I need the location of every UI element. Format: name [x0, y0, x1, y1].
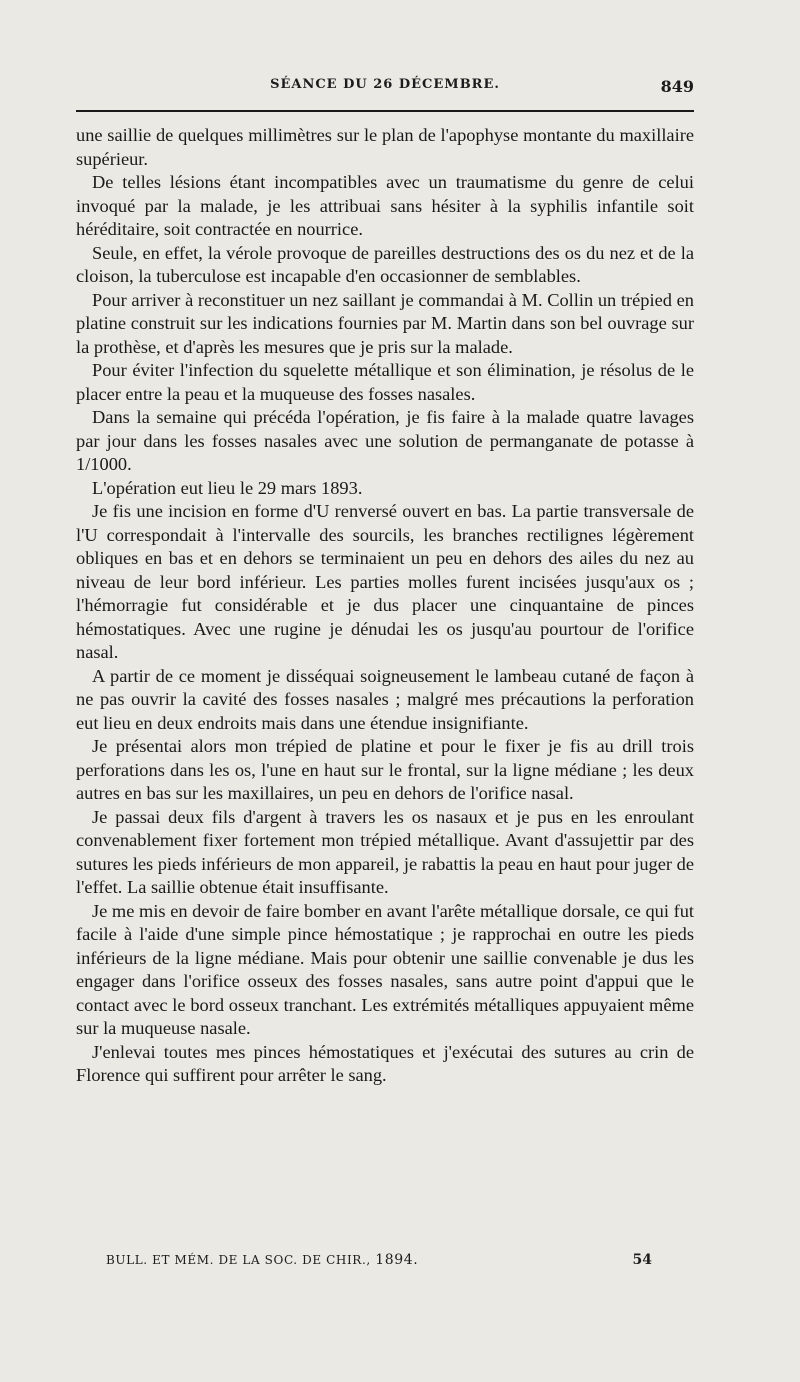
paragraph: Pour arriver à reconstituer un nez saillant je commandai à M. Collin un trépied en platine construit sur les indications fournies par M. Martin dans son bel ouvrage sur la prothèse, et d'après les mesures que je pris sur la malade. [76, 289, 694, 357]
paragraph-continuation: une saillie de quelques millimètres sur le plan de l'apophyse montante du maxillaire supérieur. [76, 125, 694, 169]
paragraph: Je présentai alors mon trépied de platine et pour le fixer je fis au drill trois perforations dans les os, l'une en haut sur le frontal, sur la ligne médiane ; les deux autres en bas sur les maxillaires, un peu en dehors de l'orifice nasal. [76, 736, 694, 803]
citation-year: 1894. [375, 1252, 419, 1268]
paragraph: Pour éviter l'infection du squelette métallique et son élimination, je résolus de le placer entre la peau et la muqueuse des fosses nasales. [76, 360, 694, 404]
header-rule [76, 110, 694, 112]
paragraph: De telles lésions étant incompatibles avec un traumatisme du genre de celui invoqué par la malade, je les attribuai sans hésiter à la syphilis infantile soit héréditaire, soit contractée en nourrice. [76, 172, 694, 239]
signature-mark: 54 [632, 1252, 652, 1268]
page-number: 849 [660, 77, 694, 96]
paragraph: J'enlevai toutes mes pinces hémostatiques et j'exécutai des sutures au crin de Florence qui suffirent pour arrêter le sang. [76, 1041, 694, 1085]
paragraph: A partir de ce moment je disséquai soigneusement le lambeau cutané de façon à ne pas ouvrir la cavité des fosses nasales ; malgré mes précautions la perforation eut lieu en deux endroits mais dans une étendue insignifiante. [76, 665, 694, 733]
body-text [76, 124, 694, 1088]
journal-citation: BULL. ET MÉM. DE LA SOC. DE CHIR., [106, 1253, 371, 1267]
footer-citation [106, 1252, 418, 1268]
paragraph: Dans la semaine qui précéda l'opération, je fis faire à la malade quatre lavages par jour dans les fosses nasales avec une solution de permanganate de potasse à 1/1000. [76, 407, 694, 474]
paragraph: Je fis une incision en forme d'U renversé ouvert en bas. La partie transversale de l'U correspondait à l'intervalle des sourcils, les branches rectilignes légèrement obliques en bas et en dehors se terminaient un peu en dehors des ailes du nez au niveau de leur bord inférieur. Les parties molles furent incisées jusqu'aux os ; l'hémorragie fut considérable et je dus placer une cinquantaine de pinces hémostatiques. Avec une rugine je dénudai les os jusqu'au pourtour de l'orifice nasal. [76, 501, 694, 662]
running-title: SÉANCE DU 26 DÉCEMBRE. [270, 77, 500, 92]
page-footer [106, 1252, 652, 1272]
running-head [76, 77, 694, 99]
paragraph: Je passai deux fils d'argent à travers les os nasaux et je pus en les enroulant convenablement fixer fortement mon trépied métallique. Avant d'assujettir par des sutures les pieds inférieurs de mon appareil, je rabattis la peau en haut pour juger de l'effet. La saillie obtenue était insuffisante. [76, 806, 694, 897]
paragraph: Seule, en effet, la vérole provoque de pareilles destructions des os du nez et de la cloison, la tuberculose est incapable d'en occasionner de semblables. [76, 242, 694, 286]
paragraph: L'opération eut lieu le 29 mars 1893. [92, 477, 363, 498]
paragraph: Je me mis en devoir de faire bomber en avant l'arête métallique dorsale, ce qui fut facile à l'aide d'une simple pince hémostatique ; je rapprochai en outre les pieds inférieurs de la ligne médiane. Mais pour obtenir une saillie convenable je dus les engager dans l'orifice osseux des fosses nasales, sans autre point d'appui que le contact avec le bord osseux tranchant. Les extrémités métalliques appuyaient même sur la muqueuse nasale. [76, 900, 694, 1038]
